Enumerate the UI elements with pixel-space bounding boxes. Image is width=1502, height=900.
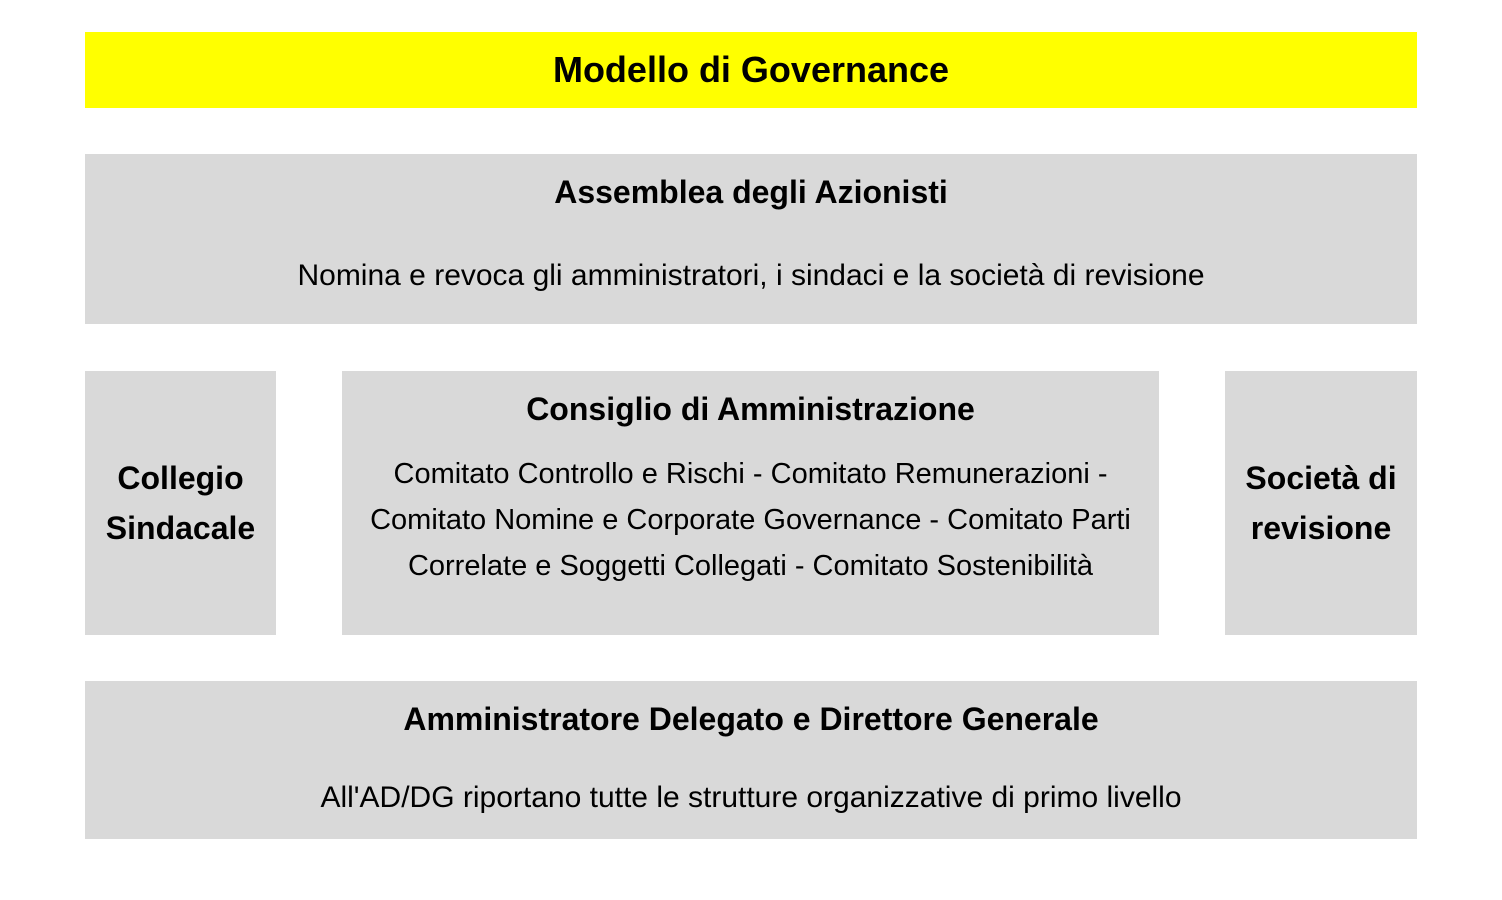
assemblea-box (85, 154, 1417, 324)
collegio-sindacale-box (85, 371, 276, 635)
page-title: Modello di Governance (552, 49, 950, 90)
consiglio-box (342, 371, 1159, 635)
assemblea-description: Nomina e revoca gli amministratori, i sindaci e la società di revisione (297, 259, 1205, 292)
governance-title-bar (85, 32, 1417, 108)
consiglio-heading: Consiglio di Amministrazione (526, 391, 975, 427)
societa-revisione-box (1225, 371, 1417, 635)
consiglio-description: Comitato Controllo e Rischi - Comitato Remunerazioni - Comitato Nomine e Corporate Governance - Comitato Parti Correlate e Soggetti Collegati - Comitato Sostenibilità (370, 458, 1131, 582)
ad-dg-heading: Amministratore Delegato e Direttore Generale (403, 701, 1099, 737)
ad-dg-box (85, 681, 1417, 839)
collegio-sindacale-label: Collegio Sindacale (105, 460, 256, 546)
ad-dg-description: All'AD/DG riportano tutte le strutture organizzative di primo livello (320, 781, 1182, 814)
societa-revisione-label: Società di revisione (1245, 460, 1397, 546)
assemblea-heading: Assemblea degli Azionisti (554, 174, 948, 210)
